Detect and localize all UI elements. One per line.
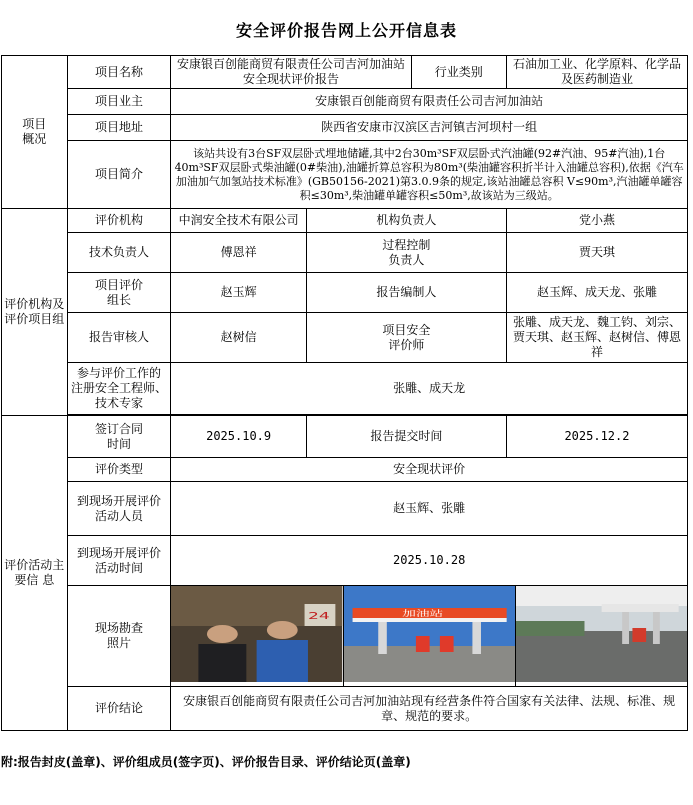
info-table: [1, 55, 688, 731]
photo-station-forecourt-image: [516, 586, 687, 682]
label-engineers: 参与评价工作的 注册安全工程师、 技术专家: [67, 363, 171, 415]
photo-station-canopy-image: [344, 586, 515, 682]
label-conclusion: 评价结论: [67, 687, 171, 731]
label-site-photos: 现场勘查 照片: [67, 586, 171, 687]
label-tech-head: 技术负责人: [67, 233, 171, 273]
value-site-time: 2025.10.28: [171, 536, 688, 586]
label-intro: 项目简介: [67, 141, 171, 209]
value-tech-head: 傅恩祥: [171, 233, 307, 273]
value-engineers: 张雕、成天龙: [171, 363, 688, 415]
value-report-writer: 赵玉辉、成天龙、张雕: [506, 273, 687, 313]
photo-inspectors: [171, 586, 343, 686]
value-intro: 该站共设有3台SF双层卧式埋地储罐,其中2台30m³SF双层卧式汽油罐(92#汽油、95#汽油),1台40m³SF双层卧式柴油罐(0#柴油),油罐折算总容积为80m³(柴油罐容积折半计入油罐总容积),依据《汽车加油加气加氢站技术标准》(GB50156-2021)第3.0.9条的规定,该站油罐总容积 V≤90m³,汽油罐单罐容积≤30m³,柴油罐单罐容积≤50m³,故该站为三级站。: [171, 141, 688, 209]
label-site-time: 到现场开展评价 活动时间: [67, 536, 171, 586]
label-site-staff: 到现场开展评价 活动人员: [67, 482, 171, 536]
label-process-head: 过程控制 负责人: [306, 233, 506, 273]
value-industry: 石油加工业、化学原料、化学品及医药制造业: [506, 56, 687, 89]
photo-inspectors-image: [171, 586, 342, 682]
value-owner: 安康银百创能商贸有限责任公司吉河加油站: [171, 89, 688, 115]
value-address: 陕西省安康市汉滨区吉河镇吉河坝村一组: [171, 115, 688, 141]
section-activity: 评价活动主 要信 息: [2, 416, 68, 731]
value-agency: 中润安全技术有限公司: [171, 209, 307, 233]
footer-note: 附:报告封皮(盖章)、评价组成员(签字页)、评价报告目录、评价结论页(盖章): [1, 755, 411, 769]
label-industry: 行业类别: [411, 56, 506, 89]
label-address: 项目地址: [67, 115, 171, 141]
label-reviewer: 报告审核人: [67, 313, 171, 363]
value-safety-evaluator: 张雕、成天龙、魏工钧、刘宗、贾天琪、赵玉辉、赵树信、傅恩祥: [506, 313, 687, 363]
photo-station-forecourt: [516, 586, 687, 686]
value-project-name: 安康银百创能商贸有限责任公司吉河加油站安全现状评价报告: [171, 56, 411, 89]
value-contract-time: 2025.10.9: [171, 416, 307, 458]
value-submit-time: 2025.12.2: [506, 416, 687, 458]
photo-door-number: 24: [308, 610, 331, 622]
label-owner: 项目业主: [67, 89, 171, 115]
label-submit-time: 报告提交时间: [306, 416, 506, 458]
value-team-leader: 赵玉辉: [171, 273, 307, 313]
value-reviewer: 赵树信: [171, 313, 307, 363]
label-team-leader: 项目评价 组长: [67, 273, 171, 313]
section-org: 评价机构及 评价项目组: [2, 209, 68, 416]
label-project-name: 项目名称: [67, 56, 171, 89]
value-agency-head: 党小燕: [506, 209, 687, 233]
value-conclusion: 安康银百创能商贸有限责任公司吉河加油站现有经营条件符合国家有关法律、法规、标准、规章、规范的要求。: [171, 687, 688, 731]
value-process-head: 贾天琪: [506, 233, 687, 273]
section-overview: 项目 概况: [2, 56, 68, 209]
photo-station-canopy: [344, 586, 516, 686]
value-eval-type: 安全现状评价: [171, 458, 688, 482]
label-agency-head: 机构负责人: [306, 209, 506, 233]
page-title: 安全评价报告网上公开信息表: [235, 21, 457, 40]
label-agency: 评价机构: [67, 209, 171, 233]
label-report-writer: 报告编制人: [306, 273, 506, 313]
label-contract-time: 签订合同 时间: [67, 416, 171, 458]
photo-station-sign: 加油站: [401, 608, 443, 619]
photo-strip: [171, 586, 688, 687]
label-eval-type: 评价类型: [67, 458, 171, 482]
value-site-staff: 赵玉辉、张雕: [171, 482, 688, 536]
label-safety-evaluator: 项目安全 评价师: [306, 313, 506, 363]
